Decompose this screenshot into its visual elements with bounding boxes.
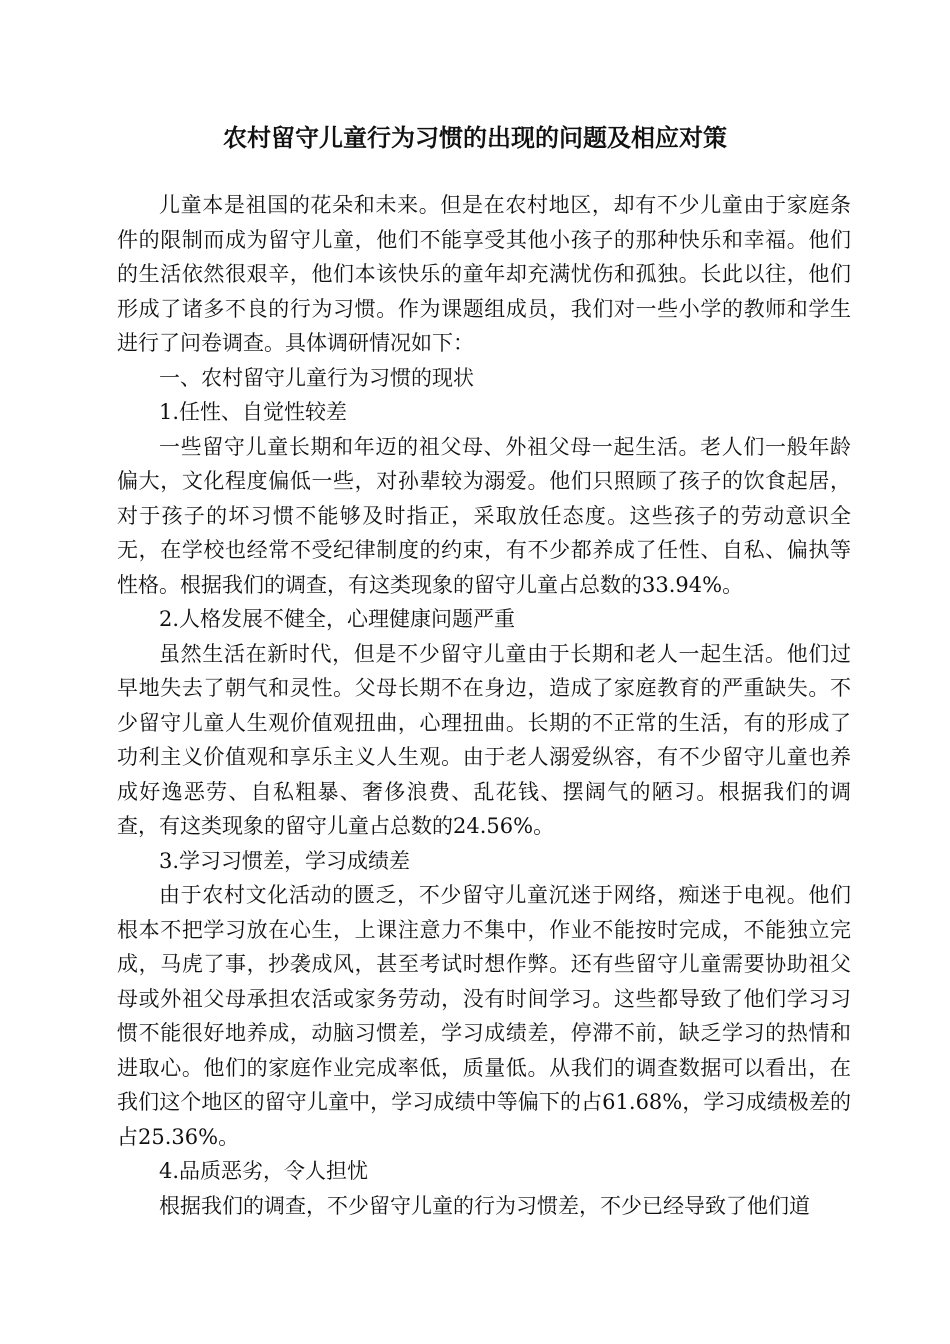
paragraph-intro: 儿童本是祖国的花朵和未来。但是在农村地区，却有不少儿童由于家庭条件的限制而成为留守儿童，他们不能享受其他小孩子的那种快乐和幸福。他们的生活依然很艰辛，他们本该快乐的童年却充满忧伤和孤独。长此以往，他们形成了诸多不良的行为习惯。作为课题组成员，我们对一些小学的教师和学生进行了问卷调查。具体调研情况如下：: [117, 193, 851, 355]
paragraph-4: 根据我们的调查，不少留守儿童的行为习惯差，不少已经导致了他们道: [159, 1193, 810, 1218]
paragraph-3: 由于农村文化活动的匮乏，不少留守儿童沉迷于网络，痴迷于电视。他们根本不把学习放在心生，上课注意力不集中，作业不能按时完成，不能独立完成，马虎了事，抄袭成风，甚至考试时想作弊。还有些留守儿童需要协助祖父母或外祖父母承担农活或家务劳动，没有时间学习。这些都导致了他们学习习惯不能很好地养成，动脑习惯差，学习成绩差，停滞不前，缺乏学习的热情和进取心。他们的家庭作业完成率低，质量低。从我们的调查数据可以看出，在我们这个地区的留守儿童中，学习成绩中等偏下的占61.68%，学习成绩极差的占25.36%。: [117, 883, 851, 1149]
subheading-1: 1.任性、自觉性较差: [159, 400, 348, 424]
subheading-2: 2.人格发展不健全，心理健康问题严重: [159, 607, 516, 631]
subheading-4: 4.品质恶劣，令人担忧: [159, 1159, 369, 1183]
document-body: [117, 188, 851, 1223]
document-title: 农村留守儿童行为习惯的出现的问题及相应对策: [223, 123, 727, 152]
paragraph-1: 一些留守儿童长期和年迈的祖父母、外祖父母一起生活。老人们一般年龄偏大，文化程度偏低一些，对孙辈较为溺爱。他们只照顾了孩子的饮食起居，对于孩子的坏习惯不能够及时指正，采取放任态度。这些孩子的劳动意识全无，在学校也经常不受纪律制度的约束，有不少都养成了任性、自私、偏执等性格。根据我们的调查，有这类现象的留守儿童占总数的33.94%。: [117, 434, 851, 597]
subheading-3: 3.学习习惯差，学习成绩差: [159, 848, 411, 873]
section-heading-1: 一、农村留守儿童行为习惯的现状: [159, 365, 474, 390]
paragraph-2: 虽然生活在新时代，但是不少留守儿童由于长期和老人一起生活。他们过早地失去了朝气和灵性。父母长期不在身边，造成了家庭教育的严重缺失。不少留守儿童人生观价值观扭曲，心理扭曲。长期的不正常的生活，有的形成了功利主义价值观和享乐主义人生观。由于老人溺爱纵容，有不少留守儿童也养成好逸恶劳、自私粗暴、奢侈浪费、乱花钱、摆阔气的陋习。根据我们的调查，有这类现象的留守儿童占总数的24.56%。: [117, 641, 851, 838]
